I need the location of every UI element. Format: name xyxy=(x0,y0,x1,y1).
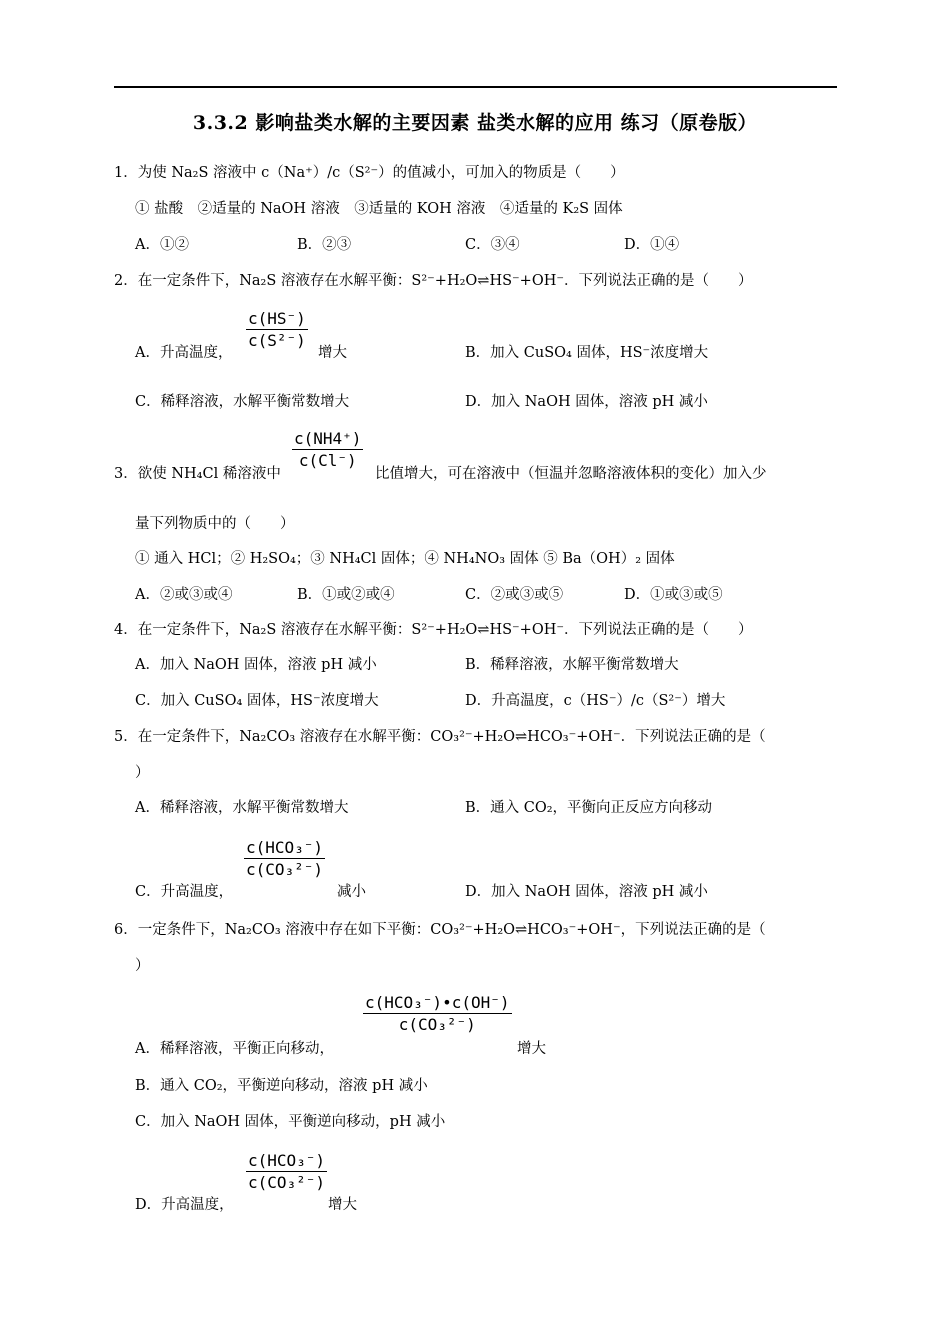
fraction-numerator: c(HCO₃⁻) xyxy=(246,838,324,857)
fraction-bar xyxy=(246,329,308,330)
q3-stem-suffix: 比值增大，可在溶液中（恒温并忽略溶液体积的变化）加入少 xyxy=(375,466,767,482)
q3-option-d: D．①或③或⑤ xyxy=(624,587,723,603)
fraction-denominator: c(CO₃²⁻) xyxy=(246,860,324,879)
q2-option-a-fraction xyxy=(246,310,308,350)
header-rule xyxy=(114,86,837,88)
fraction-denominator: c(CO₃²⁻) xyxy=(248,1173,326,1192)
q3-items: ① 通入 HCl；② H₂SO₄；③ NH₄Cl 固体；④ NH₄NO₃ 固体 ⑤ Ba（OH）₂ 固体 xyxy=(135,551,675,567)
q5-option-c-fraction xyxy=(244,839,325,879)
q6-option-d-suffix: 增大 xyxy=(328,1197,357,1213)
q4-option-d: D．升高温度，c（HS⁻）/c（S²⁻）增大 xyxy=(465,693,726,709)
fraction-denominator: c(S²⁻) xyxy=(248,331,306,350)
q2-option-a-suffix: 增大 xyxy=(318,345,347,361)
page-title: 3.3.2 影响盐类水解的主要因素 盐类水解的应用 练习（原卷版） xyxy=(192,112,758,134)
q3-stem-continued: 量下列物质中的（ ） xyxy=(135,516,295,532)
fraction-numerator: c(HS⁻) xyxy=(248,309,306,328)
q6-option-b: B．通入 CO₂，平衡逆向移动，溶液 pH 减小 xyxy=(135,1078,428,1094)
fraction-numerator: c(HCO₃⁻)•c(OH⁻) xyxy=(365,993,510,1012)
q2-option-c: C．稀释溶液，水解平衡常数增大 xyxy=(135,394,350,410)
q6-option-c: C．加入 NaOH 固体，平衡逆向移动，pH 减小 xyxy=(135,1114,446,1130)
q2-stem: 2．在一定条件下，Na₂S 溶液存在水解平衡：S²⁻+H₂O⇌HS⁻+OH⁻．下列说法正确的是（ ） xyxy=(114,273,753,289)
q6-stem: 6．一定条件下，Na₂CO₃ 溶液中存在如下平衡：CO₃²⁻+H₂O⇌HCO₃⁻+OH⁻，下列说法正确的是（ xyxy=(114,922,766,938)
fraction-bar xyxy=(246,1171,327,1172)
q5-option-c-prefix: C．升高温度， xyxy=(135,884,234,900)
q4-stem: 4．在一定条件下，Na₂S 溶液存在水解平衡：S²⁻+H₂O⇌HS⁻+OH⁻．下列说法正确的是（ ） xyxy=(114,622,753,638)
fraction-bar xyxy=(244,858,325,859)
q5-stem: 5．在一定条件下，Na₂CO₃ 溶液存在水解平衡：CO₃²⁻+H₂O⇌HCO₃⁻+OH⁻．下列说法正确的是（ xyxy=(114,729,766,745)
fraction-bar xyxy=(363,1013,512,1014)
q3-stem-prefix: 3．欲使 NH₄Cl 稀溶液中 xyxy=(114,466,281,482)
q4-option-a: A．加入 NaOH 固体，溶液 pH 减小 xyxy=(135,657,377,673)
q2-option-a-prefix: A．升高温度， xyxy=(135,345,233,361)
q3-option-c: C．②或③或⑤ xyxy=(465,587,564,603)
q3-fraction xyxy=(292,430,363,470)
q3-option-b: B．①或②或④ xyxy=(297,587,395,603)
q5-option-b: B．通入 CO₂，平衡向正反应方向移动 xyxy=(465,800,713,816)
q5-option-d: D．加入 NaOH 固体，溶液 pH 减小 xyxy=(465,884,708,900)
q4-option-b: B．稀释溶液，水解平衡常数增大 xyxy=(465,657,679,673)
q1-option-a: A．①② xyxy=(135,237,189,253)
q2-option-d: D．加入 NaOH 固体，溶液 pH 减小 xyxy=(465,394,708,410)
q5-option-a: A．稀释溶液，水解平衡常数增大 xyxy=(135,800,349,816)
q6-option-a-prefix: A．稀释溶液，平衡正向移动， xyxy=(135,1041,334,1057)
q1-option-c: C．③④ xyxy=(465,237,520,253)
q1-option-d: D．①④ xyxy=(624,237,680,253)
q6-stem-continued: ） xyxy=(135,958,150,974)
q1-option-b: B．②③ xyxy=(297,237,352,253)
q1-stem: 1．为使 Na₂S 溶液中 c（Na⁺）/c（S²⁻）的值减小，可加入的物质是（ ） xyxy=(114,165,625,181)
q6-option-d-fraction xyxy=(246,1152,327,1192)
fraction-denominator: c(CO₃²⁻) xyxy=(398,1015,476,1034)
q4-option-c: C．加入 CuSO₄ 固体，HS⁻浓度增大 xyxy=(135,693,379,709)
q5-option-c-suffix: 减小 xyxy=(337,884,366,900)
q6-option-d-prefix: D．升高温度， xyxy=(135,1197,234,1213)
q3-option-a: A．②或③或④ xyxy=(135,587,233,603)
fraction-denominator: c(Cl⁻) xyxy=(298,451,357,470)
q5-stem-continued: ） xyxy=(135,765,150,781)
fraction-numerator: c(NH4⁺) xyxy=(294,429,362,448)
fraction-bar xyxy=(292,449,363,450)
q6-option-a-fraction xyxy=(363,994,512,1034)
q2-option-b: B．加入 CuSO₄ 固体，HS⁻浓度增大 xyxy=(465,345,709,361)
fraction-numerator: c(HCO₃⁻) xyxy=(248,1151,326,1170)
q1-items: ① 盐酸 ②适量的 NaOH 溶液 ③适量的 KOH 溶液 ④适量的 K₂S 固体 xyxy=(135,201,623,217)
q6-option-a-suffix: 增大 xyxy=(517,1041,546,1057)
